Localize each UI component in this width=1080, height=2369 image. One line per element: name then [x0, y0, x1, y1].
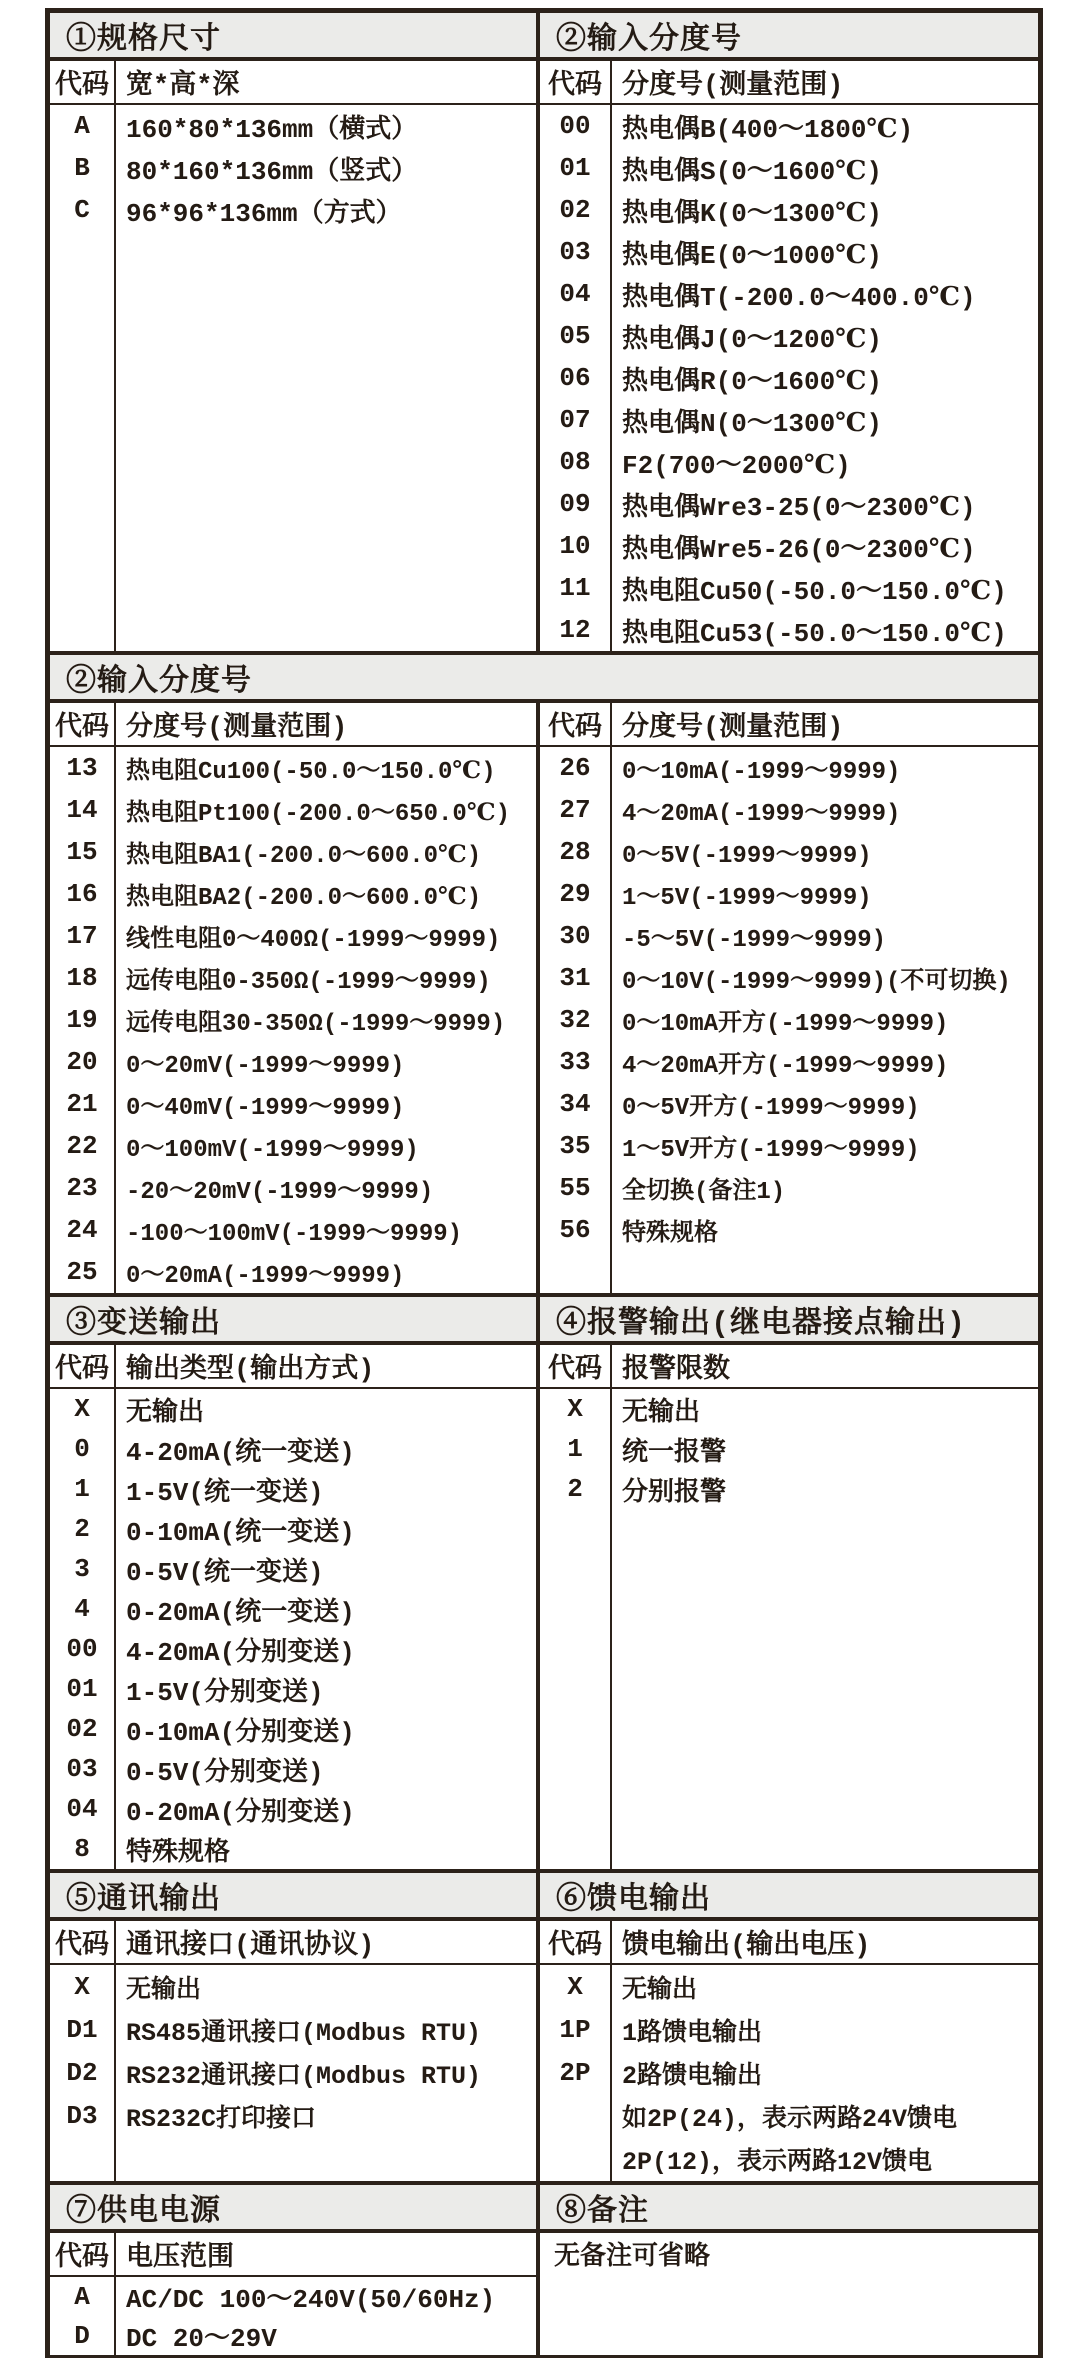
section-title-spec-size: ①规格尺寸	[50, 13, 540, 57]
rows	[50, 1389, 536, 1869]
input-graduation-table-part2-right	[540, 703, 1038, 1293]
table-row	[50, 1167, 536, 1209]
code-cell: 09	[559, 489, 591, 519]
code-cell: 28	[559, 837, 591, 867]
code-cell: 03	[559, 237, 591, 267]
column-header-row	[540, 1345, 1038, 1389]
spec-size-table	[50, 61, 540, 651]
table-row	[540, 357, 1038, 399]
section-title-transmission-output: ③变送输出	[50, 1297, 540, 1341]
value-cell: 1～5V开方(-1999～9999)	[622, 1137, 920, 1164]
code-cell: 2P	[559, 2057, 591, 2088]
table-row	[50, 1965, 536, 2008]
value-cell: 4-20mA(分别变送)	[126, 1637, 355, 1668]
section-band-4	[50, 1869, 1038, 1921]
input-graduation-table-part1	[540, 61, 1038, 651]
value-cell: 热电偶Wre5-26(0～2300℃)	[622, 534, 976, 565]
table-row	[540, 1083, 1038, 1125]
transmission-output-table	[50, 1345, 540, 1869]
code-cell: 12	[559, 615, 591, 645]
code-cell: X	[567, 1394, 583, 1424]
alarm-output-table	[540, 1345, 1038, 1869]
value-cell: 全切换(备注1)	[622, 1179, 786, 1206]
value-cell: 0～40mV(-1999～9999)	[126, 1095, 405, 1122]
code-header: 代码	[55, 72, 109, 102]
block-1-columns	[50, 61, 1038, 651]
code-cell	[540, 2094, 610, 2137]
value-cell: 特殊规格	[622, 1221, 718, 1248]
value-cell: 热电偶T(-200.0～400.0℃)	[622, 282, 976, 313]
column-header-row	[540, 703, 1038, 747]
value-cell: 热电阻Pt100(-200.0～650.0℃)	[126, 801, 510, 828]
column-header-row	[50, 2233, 536, 2277]
table-row	[540, 189, 1038, 231]
code-cell: 1P	[559, 2014, 591, 2045]
value-cell: 远传电阻30-350Ω(-1999～9999)	[126, 1011, 506, 1038]
code-cell: 00	[66, 1634, 98, 1664]
value-cell: 0-10mA(分别变送)	[126, 1717, 355, 1748]
code-cell: 01	[559, 153, 591, 183]
code-cell: 30	[559, 921, 591, 951]
table-row	[540, 1125, 1038, 1167]
table-row	[540, 147, 1038, 189]
rows	[540, 1965, 1038, 2180]
value-cell: 无输出	[126, 1975, 202, 2005]
section-title-remarks: ⑧备注	[556, 2195, 649, 2229]
value-header: 分度号(测量范围)	[126, 714, 348, 744]
code-cell: 22	[66, 1131, 98, 1161]
table-row	[540, 2008, 1038, 2051]
code-cell: B	[74, 153, 90, 183]
value-cell: 0～20mV(-1999～9999)	[126, 1053, 405, 1080]
code-cell: 4	[74, 1594, 90, 1624]
value-cell: 2P(12)，表示两路12V馈电	[622, 2147, 933, 2177]
column-header-row	[540, 61, 1038, 105]
value-cell: 热电偶S(0～1600℃)	[622, 156, 882, 187]
code-cell: 25	[66, 1257, 98, 1287]
code-cell: X	[567, 1971, 583, 2002]
table-row	[540, 1209, 1038, 1251]
code-header: 代码	[548, 1932, 602, 1962]
value-cell: 4～20mA开方(-1999～9999)	[622, 1053, 949, 1080]
section-title-power-supply: ⑦供电电源	[50, 2185, 540, 2229]
table-row	[50, 105, 536, 147]
value-cell: -5～5V(-1999～9999)	[622, 927, 887, 954]
value-cell: 热电偶N(0～1300℃)	[622, 408, 882, 439]
value-cell: 无输出	[622, 1397, 701, 1428]
value-cell: 4～20mA(-1999～9999)	[622, 801, 901, 828]
code-cell: 10	[559, 531, 591, 561]
feed-power-output-table	[540, 1921, 1038, 2181]
section-title-input-graduation-cont: ②输入分度号	[66, 665, 252, 699]
table-row	[540, 873, 1038, 915]
table-row	[50, 1789, 536, 1829]
value-header: 输出类型(输出方式)	[126, 1356, 375, 1386]
section-title-alarm-output: ④报警输出(继电器接点输出)	[556, 1307, 967, 1341]
table-row	[50, 789, 536, 831]
rows	[50, 105, 536, 231]
table-row	[50, 1041, 536, 1083]
code-cell: 3	[74, 1554, 90, 1584]
code-cell: 00	[559, 111, 591, 141]
value-cell: 无输出	[126, 1397, 205, 1428]
value-header: 馈电输出(输出电压)	[622, 1932, 871, 1962]
table-row	[540, 483, 1038, 525]
code-cell: 04	[66, 1794, 98, 1824]
rows	[540, 1389, 1038, 1509]
value-cell: AC/DC 100～240V(50/60Hz)	[126, 2285, 496, 2315]
table-row	[50, 1709, 536, 1749]
table-row	[540, 273, 1038, 315]
value-cell: 96*96*136mm（方式）	[126, 198, 402, 229]
code-cell: C	[74, 195, 90, 225]
table-row	[50, 915, 536, 957]
code-cell: 33	[559, 1047, 591, 1077]
table-row	[540, 399, 1038, 441]
section-band-1	[50, 13, 1038, 61]
table-row	[50, 1125, 536, 1167]
remarks-body	[540, 2233, 1038, 2355]
code-cell: D2	[66, 2057, 98, 2088]
table-row	[540, 315, 1038, 357]
code-cell: 2	[567, 1474, 583, 1504]
value-cell: 0～5V(-1999～9999)	[622, 843, 872, 870]
code-cell: 18	[66, 963, 98, 993]
value-cell: -100～100mV(-1999～9999)	[126, 1221, 463, 1248]
block-3-columns	[50, 1345, 1038, 1869]
code-cell: 56	[559, 1215, 591, 1245]
table-row	[540, 747, 1038, 789]
value-cell: 0～10V(-1999～9999)(不可切换)	[622, 969, 1011, 996]
table-row	[50, 2008, 536, 2051]
section-title-communication-output: ⑤通讯输出	[50, 1873, 540, 1917]
value-cell: 1-5V(分别变送)	[126, 1677, 324, 1708]
value-cell: 0-20mA(统一变送)	[126, 1597, 355, 1628]
table-row	[50, 2277, 536, 2316]
table-row	[50, 1749, 536, 1789]
table-row	[50, 957, 536, 999]
value-header: 电压范围	[126, 2244, 234, 2274]
value-cell: 0-5V(统一变送)	[126, 1557, 324, 1588]
code-cell: 27	[559, 795, 591, 825]
code-header: 代码	[548, 714, 602, 744]
value-cell: 1～5V(-1999～9999)	[622, 885, 872, 912]
value-cell: 0～10mA开方(-1999～9999)	[622, 1011, 949, 1038]
value-cell: 0-20mA(分别变送)	[126, 1797, 355, 1828]
code-cell: D3	[66, 2100, 98, 2131]
value-cell: 热电偶B(400～1800℃)	[622, 114, 914, 145]
table-row	[50, 147, 536, 189]
value-cell: 2路馈电输出	[622, 2061, 763, 2091]
value-cell: 0-5V(分别变送)	[126, 1757, 324, 1788]
value-cell: F2(700～2000℃)	[622, 450, 851, 481]
section-band-3	[50, 1293, 1038, 1345]
value-cell: 0～100mV(-1999～9999)	[126, 1137, 419, 1164]
table-row	[50, 1251, 536, 1293]
code-cell: 21	[66, 1089, 98, 1119]
value-cell: 80*160*136mm（竖式）	[126, 156, 418, 187]
table-row	[50, 2094, 536, 2137]
rows	[540, 105, 1038, 651]
value-cell: 0-10mA(统一变送)	[126, 1517, 355, 1548]
section-band-5	[50, 2181, 1038, 2233]
table-row	[50, 747, 536, 789]
code-cell: 35	[559, 1131, 591, 1161]
code-cell	[540, 2137, 610, 2180]
code-cell: 14	[66, 795, 98, 825]
value-header: 分度号(测量范围)	[622, 72, 844, 102]
code-cell: 19	[66, 1005, 98, 1035]
code-cell: 04	[559, 279, 591, 309]
table-row	[540, 999, 1038, 1041]
table-row	[540, 2051, 1038, 2094]
code-cell: 06	[559, 363, 591, 393]
table-row	[50, 1509, 536, 1549]
table-row	[50, 1209, 536, 1251]
value-cell: 热电阻Cu50(-50.0～150.0℃)	[622, 576, 1007, 607]
value-cell: 线性电阻0～400Ω(-1999～9999)	[126, 927, 501, 954]
value-cell: 0～5V开方(-1999～9999)	[622, 1095, 920, 1122]
value-cell: 热电偶R(0～1600℃)	[622, 366, 882, 397]
column-header-row	[50, 703, 536, 747]
code-cell: 01	[66, 1674, 98, 1704]
table-row	[540, 567, 1038, 609]
table-row	[50, 1589, 536, 1629]
value-cell: 分别报警	[622, 1477, 727, 1508]
code-header: 代码	[55, 1356, 109, 1386]
table-row	[540, 105, 1038, 147]
code-cell: 13	[66, 753, 98, 783]
table-row	[50, 1083, 536, 1125]
code-cell: 34	[559, 1089, 591, 1119]
value-cell: 1路馈电输出	[622, 2018, 763, 2048]
code-cell: 31	[559, 963, 591, 993]
table-row	[50, 999, 536, 1041]
table-row	[540, 2137, 1038, 2180]
table-row	[50, 1829, 536, 1869]
code-header: 代码	[55, 1932, 109, 1962]
value-cell: 统一报警	[622, 1437, 727, 1468]
code-cell: 2	[74, 1514, 90, 1544]
value-header: 通讯接口(通讯协议)	[126, 1932, 375, 1962]
table-row	[540, 2094, 1038, 2137]
table-row	[50, 1389, 536, 1429]
table-row	[50, 873, 536, 915]
value-cell: 如2P(24)，表示两路24V馈电	[622, 2104, 958, 2134]
code-cell: 32	[559, 1005, 591, 1035]
code-header: 代码	[548, 72, 602, 102]
table-row	[540, 957, 1038, 999]
value-cell: -20～20mV(-1999～9999)	[126, 1179, 434, 1206]
code-cell: 03	[66, 1754, 98, 1784]
code-cell: 24	[66, 1215, 98, 1245]
code-cell: 17	[66, 921, 98, 951]
value-cell: 热电阻BA2(-200.0～600.0℃)	[126, 885, 482, 912]
rows	[540, 747, 1038, 1251]
code-cell: 55	[559, 1173, 591, 1203]
code-cell: 05	[559, 321, 591, 351]
value-cell: 0～10mA(-1999～9999)	[622, 759, 901, 786]
code-cell: 02	[559, 195, 591, 225]
value-cell: 热电偶Wre3-25(0～2300℃)	[622, 492, 976, 523]
value-cell: 热电偶K(0～1300℃)	[622, 198, 882, 229]
remark-text: 无备注可省略	[554, 2242, 711, 2272]
code-header: 代码	[55, 714, 109, 744]
column-header-row	[50, 61, 536, 105]
table-row	[540, 1389, 1038, 1429]
column-header-row	[50, 1345, 536, 1389]
value-header: 宽*高*深	[126, 72, 240, 102]
table-row	[50, 1469, 536, 1509]
code-cell: 08	[559, 447, 591, 477]
value-cell: RS232C打印接口	[126, 2104, 317, 2134]
table-row	[50, 1669, 536, 1709]
value-cell: 0～20mA(-1999～9999)	[126, 1263, 405, 1290]
code-cell: D	[74, 2320, 90, 2351]
value-header: 报警限数	[622, 1356, 730, 1386]
section-title-feed-power-output: ⑥馈电输出	[556, 1883, 711, 1917]
value-cell: 1-5V(统一变送)	[126, 1477, 324, 1508]
value-cell: DC 20～29V	[126, 2324, 277, 2354]
code-cell: 23	[66, 1173, 98, 1203]
value-cell: 热电偶J(0～1200℃)	[622, 324, 882, 355]
code-cell: 26	[559, 753, 591, 783]
code-cell: 16	[66, 879, 98, 909]
communication-output-table	[50, 1921, 540, 2181]
table-row	[50, 1549, 536, 1589]
code-cell: 1	[567, 1434, 583, 1464]
code-cell: 02	[66, 1714, 98, 1744]
table-row	[50, 831, 536, 873]
column-header-row	[540, 1921, 1038, 1965]
column-header-row	[50, 1921, 536, 1965]
value-cell: 远传电阻0-350Ω(-1999～9999)	[126, 969, 491, 996]
code-header: 代码	[548, 1356, 602, 1386]
table-row	[50, 2051, 536, 2094]
value-cell: RS232通讯接口(Modbus RTU)	[126, 2061, 482, 2091]
code-cell: 07	[559, 405, 591, 435]
rows	[50, 2277, 536, 2355]
code-cell: 8	[74, 1834, 90, 1864]
table-row	[540, 1041, 1038, 1083]
code-cell: 20	[66, 1047, 98, 1077]
section-title-input-graduation: ②输入分度号	[556, 23, 742, 57]
table-row	[540, 1429, 1038, 1469]
table-row	[540, 441, 1038, 483]
value-header: 分度号(测量范围)	[622, 714, 844, 744]
code-cell: D1	[66, 2014, 98, 2045]
input-graduation-table-part2-left	[50, 703, 540, 1293]
value-cell: RS485通讯接口(Modbus RTU)	[126, 2018, 482, 2048]
section-band-2	[50, 651, 1038, 703]
value-cell: 热电阻Cu53(-50.0～150.0℃)	[622, 618, 1007, 649]
value-cell: 160*80*136mm（横式）	[126, 114, 418, 145]
table-row	[540, 1965, 1038, 2008]
code-cell: 11	[559, 573, 591, 603]
code-header: 代码	[55, 2244, 109, 2274]
code-cell: A	[74, 2281, 90, 2312]
code-cell: 0	[74, 1434, 90, 1464]
table-row	[540, 1167, 1038, 1209]
code-cell: 29	[559, 879, 591, 909]
table-row	[540, 915, 1038, 957]
table-row	[540, 231, 1038, 273]
code-cell: A	[74, 111, 90, 141]
value-cell: 特殊规格	[126, 1837, 231, 1868]
block-5-columns	[50, 2233, 1038, 2355]
power-supply-table	[50, 2233, 540, 2355]
table-row	[540, 789, 1038, 831]
block-2-columns	[50, 703, 1038, 1293]
code-cell: 15	[66, 837, 98, 867]
value-cell: 无输出	[622, 1975, 698, 2005]
code-cell: X	[74, 1394, 90, 1424]
ordering-spec-table	[45, 8, 1043, 2358]
table-row	[50, 1429, 536, 1469]
code-cell: X	[74, 1971, 90, 2002]
value-cell: 热电阻Cu100(-50.0～150.0℃)	[126, 759, 496, 786]
table-row	[540, 609, 1038, 651]
table-row	[50, 1629, 536, 1669]
table-row	[540, 831, 1038, 873]
value-cell: 4-20mA(统一变送)	[126, 1437, 355, 1468]
rows	[50, 1965, 536, 2137]
table-row	[50, 189, 536, 231]
value-cell: 热电偶E(0～1000℃)	[622, 240, 882, 271]
table-row	[540, 525, 1038, 567]
rows	[50, 747, 536, 1293]
table-row	[50, 2316, 536, 2355]
block-4-columns	[50, 1921, 1038, 2181]
code-cell: 1	[74, 1474, 90, 1504]
value-cell: 热电阻BA1(-200.0～600.0℃)	[126, 843, 482, 870]
table-row	[540, 1469, 1038, 1509]
